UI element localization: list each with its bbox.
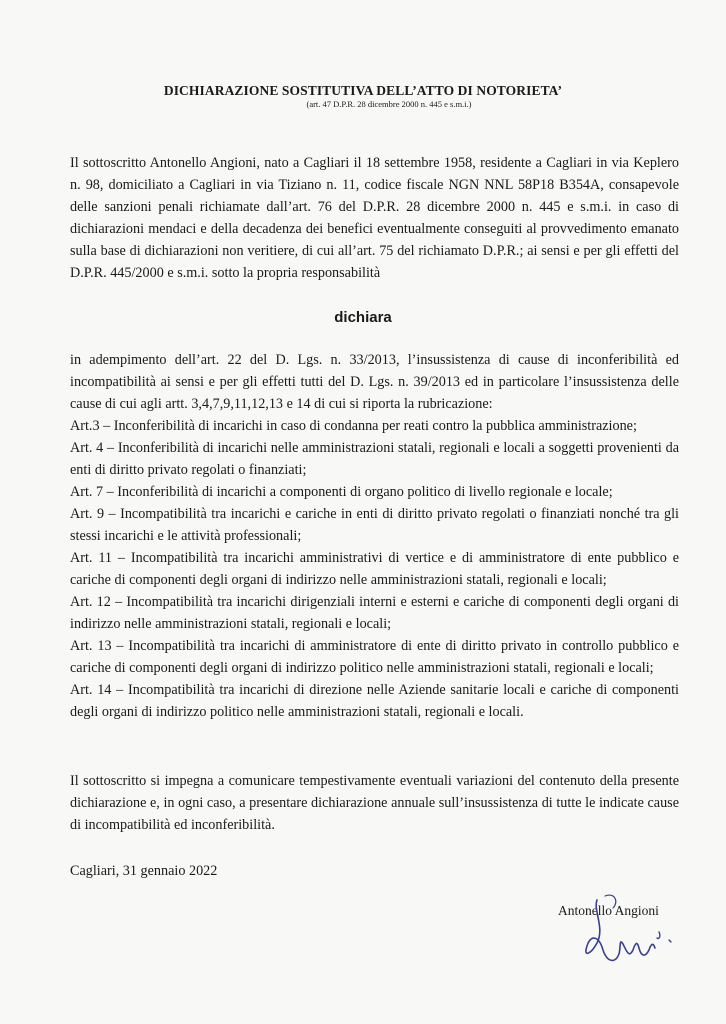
article-item: Art.3 – Inconferibilità di incarichi in caso di condanna per reati contro la pubblica amministrazione;: [70, 418, 637, 434]
handwritten-signature: [575, 888, 695, 983]
article-item: Art. 7 – Inconferibilità di incarichi a componenti di organo politico di livello regionale e locale;: [70, 484, 613, 500]
document-title: DICHIARAZIONE SOSTITUTIVA DELL’ATTO DI NOTORIETA’: [163, 83, 563, 98]
article-item: Art. 11 – Incompatibilità tra incarichi amministrativi di vertice e di amministratore di ente pubblico e cariche di componenti degli organi di indirizzo nelle amministrazioni statali, regionali e locali;: [70, 550, 679, 588]
commitment-paragraph: Il sottoscritto si impegna a comunicare tempestivamente eventuali variazioni del contenuto della presente dichiarazione e, in ogni caso, a presentare dichiarazione annuale sull’insussistenza di tutte le indicate cause di incompatibilità ed inconferibilità.: [70, 773, 679, 833]
article-item: Art. 9 – Incompatibilità tra incarichi e cariche in enti di diritto privato regolati o finanziati nonché tra gli stessi incarichi e le attività professionali;: [70, 506, 679, 544]
dichiara-heading: dichiara: [334, 309, 392, 326]
intro-paragraph: Il sottoscritto Antonello Angioni, nato a Cagliari il 18 settembre 1958, residente a Cagliari in via Keplero n. 98, domiciliato a Cagliari in via Tiziano n. 11, codice fiscale NGN NNL 58P18 B354A, consapevole delle sanzioni penali richiamate dall’art. 76 del D.P.R. 28 dicembre 2000 n. 445 e s.m.i. in caso di dichiarazioni mendaci e della decadenza dei benefici eventualmente conseguiti al provvedimento emanato sulla base di dichiarazioni non veritiere, di cui all’art. 75 del richiamato D.P.R.; ai sensi e per gli effetti del D.P.R. 445/2000 e s.m.i. sotto la propria responsabilità: [70, 155, 679, 281]
signer-name: Antonello Angioni: [558, 903, 659, 918]
place-date: Cagliari, 31 gennaio 2022: [70, 863, 218, 879]
article-item: Art. 12 – Incompatibilità tra incarichi dirigenziali interni e esterni e cariche di componenti degli organi di indirizzo nelle amministrazioni statali, regionali e locali;: [70, 594, 679, 632]
document-subtitle: (art. 47 D.P.R. 28 dicembre 2000 n. 445 e s.m.i.): [306, 99, 472, 109]
declaration-paragraph: in adempimento dell’art. 22 del D. Lgs. n. 33/2013, l’insussistenza di cause di inconferibilità ed incompatibilità ai sensi e per gli effetti tutti del D. Lgs. n. 39/2013 ed in particolare l’insussistenza delle cause di cui agli artt. 3,4,7,9,11,12,13 e 14 di cui si riporta la rubricazione:: [70, 352, 679, 412]
article-item: Art. 13 – Incompatibilità tra incarichi di amministratore di ente di diritto privato in controllo pubblico e cariche di componenti degli organi di indirizzo politico nelle amministrazioni statali, regionali e locali;: [70, 638, 679, 676]
article-item: Art. 14 – Incompatibilità tra incarichi di direzione nelle Aziende sanitarie locali e cariche di componenti degli organi di indirizzo politico nelle amministrazioni statali, regionali e locali.: [70, 682, 679, 720]
article-item: Art. 4 – Inconferibilità di incarichi nelle amministrazioni statali, regionali e locali a soggetti provenienti da enti di diritto privato regolati o finanziati;: [70, 440, 679, 478]
articles-list: [70, 415, 679, 723]
